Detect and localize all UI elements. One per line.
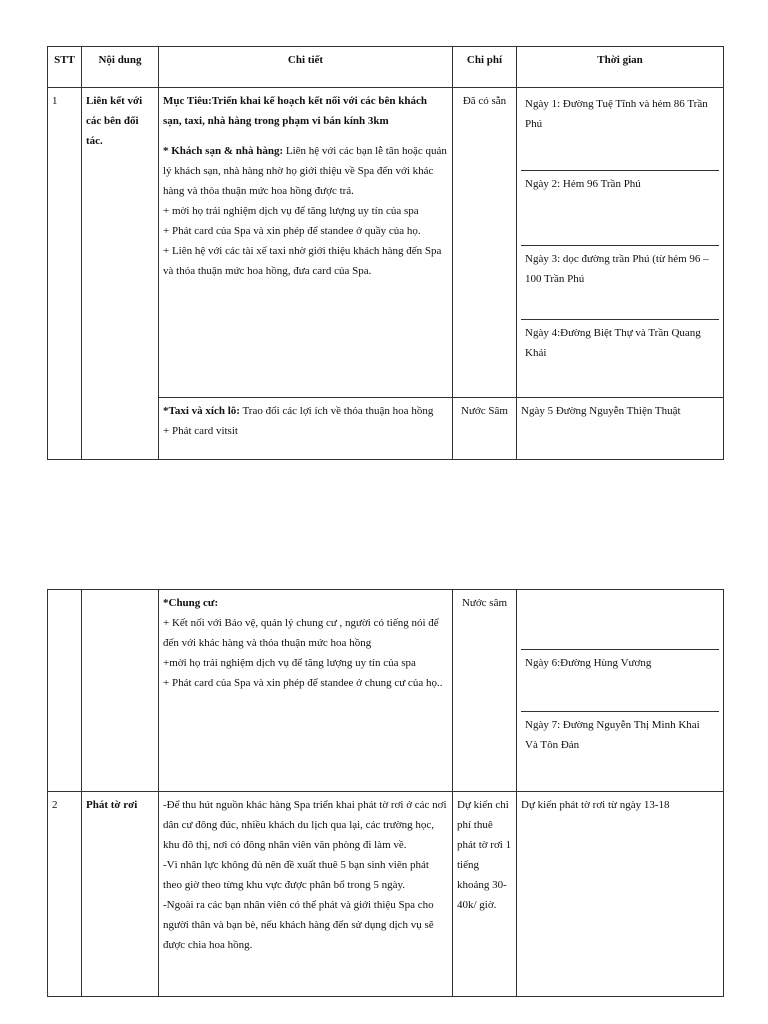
row2-detail1: -Để thu hút nguồn khác hàng Spa triển khai phát tờ rơi ở các nơi dân cư đông đúc, nhiều khách du lịch qua lại, các trường học, khu đô thị, nơi có đông nhân viên văn phòng đi làm về. xyxy=(163,799,447,851)
row1-schedule xyxy=(517,88,724,398)
row1-hotel-text: Liên hệ với các bạn lễ tân hoặc quản lý khách sạn, nhà hàng nhờ họ giới thiệu về Spa đến với khác hàng và thỏa thuận mức hoa hồng được trả. xyxy=(163,145,447,197)
cont-title: *Chung cư: xyxy=(163,597,219,609)
row2-noi-dung: Phát tờ rơi xyxy=(82,792,159,997)
row1-taxi-text: Trao đổi các lợi ích về thỏa thuận hoa hồng xyxy=(239,405,434,417)
header-noi-dung: Nội dung xyxy=(82,47,159,88)
table-header-row xyxy=(48,47,724,88)
schedule-day3: Ngày 3: dọc đường trần Phú (từ hẻm 96 – 100 Trần Phú xyxy=(521,246,719,320)
cont-noi-dung xyxy=(82,590,159,792)
cont-stt xyxy=(48,590,82,792)
row1-hotel-item1: + mời họ trải nghiệm dịch vụ để tăng lượng uy tín của spa xyxy=(163,205,419,217)
row2-detail xyxy=(159,792,453,997)
header-chi-tiet: Chi tiết xyxy=(159,47,453,88)
cont-cost: Nước sâm xyxy=(453,590,517,792)
row1-taxi-detail xyxy=(159,398,453,460)
table-row xyxy=(48,792,724,997)
row2-stt: 2 xyxy=(48,792,82,997)
schedule-day7: Ngày 7: Đường Nguyễn Thị Minh Khai Và Tôn Đản xyxy=(525,719,700,751)
row2-detail3: -Ngoài ra các bạn nhân viên có thể phát và giới thiệu Spa cho người thân và bạn bè, nếu khách hàng đến sử dụng dịch vụ sẽ được chia hoa hồng. xyxy=(163,899,434,951)
cont-schedule xyxy=(517,590,724,792)
row1-stt: 1 xyxy=(48,88,82,460)
header-stt: STT xyxy=(48,47,82,88)
table-row xyxy=(48,88,724,398)
cont-item3: + Phát card của Spa và xin phép để standee ở chung cư của họ.. xyxy=(163,677,443,689)
row2-time: Dự kiến phát tờ rơi từ ngày 13-18 xyxy=(517,792,724,997)
row1-taxi-paragraph xyxy=(163,401,448,421)
row1-hotel-title: * Khách sạn & nhà hàng: xyxy=(163,145,284,157)
row2-cost: Dự kiến chi phí thuê phát tờ rơi 1 tiếng khoảng 30-40k/ giờ. xyxy=(453,792,517,997)
header-thoi-gian: Thời gian xyxy=(517,47,724,88)
row1-taxi-item1: + Phát card vitsit xyxy=(163,425,238,437)
schedule-day2: Ngày 2: Hẻm 96 Trần Phú xyxy=(521,171,719,246)
cont-detail xyxy=(159,590,453,792)
schedule-day4: Ngày 4:Đường Biệt Thự và Trần Quang Khải xyxy=(525,327,701,359)
schedule-empty xyxy=(521,593,719,650)
row1-noi-dung: Liên kết với các bên đối tác. xyxy=(82,88,159,460)
header-chi-phi: Chi phí xyxy=(453,47,517,88)
row1-detail xyxy=(159,88,453,398)
row1-hotel-item2: + Phát card của Spa và xin phép để standee ở quầy của họ. xyxy=(163,225,421,237)
table-row xyxy=(48,590,724,792)
row2-detail2: -Vì nhân lực không đủ nên đề xuất thuê 5 bạn sinh viên phát theo giờ theo từng khu vực được phân bổ trong 5 ngày. xyxy=(163,859,429,891)
row1-hotel-item3: + Liên hệ với các tài xế taxi nhờ giới thiệu khách hàng đến Spa và thỏa thuận mức hoa hồng, đưa card của Spa. xyxy=(163,245,442,277)
row1-hotel-paragraph xyxy=(163,141,448,201)
row1-cost: Đã có sẵn xyxy=(453,88,517,398)
row1-taxi-title: *Taxi và xích lô: xyxy=(163,405,240,417)
row1-taxi-cost: Nước Sâm xyxy=(453,398,517,460)
cont-item1: + Kết nối với Bảo vệ, quản lý chung cư , người có tiếng nói để đến với khác hàng và thỏa thuận mức hoa hồng xyxy=(163,617,439,649)
schedule-day1: Ngày 1: Đường Tuệ Tĩnh và hẻm 86 Trần Phú xyxy=(521,91,719,171)
plan-table-bottom xyxy=(47,589,724,997)
cont-item2: +mời họ trải nghiệm dịch vụ để tăng lượng uy tín của spa xyxy=(163,657,416,669)
footer-mark: ` xyxy=(46,992,50,1003)
row1-objective: Mục Tiêu:Triển khai kế hoạch kết nối với các bên khách sạn, taxi, nhà hàng trong phạm vi bán kính 3km xyxy=(163,95,428,127)
schedule-day5: Ngày 5 Đường Nguyễn Thiện Thuật xyxy=(517,398,724,460)
schedule-day6: Ngày 6:Đường Hùng Vương xyxy=(521,650,719,712)
plan-table-top xyxy=(47,46,724,460)
